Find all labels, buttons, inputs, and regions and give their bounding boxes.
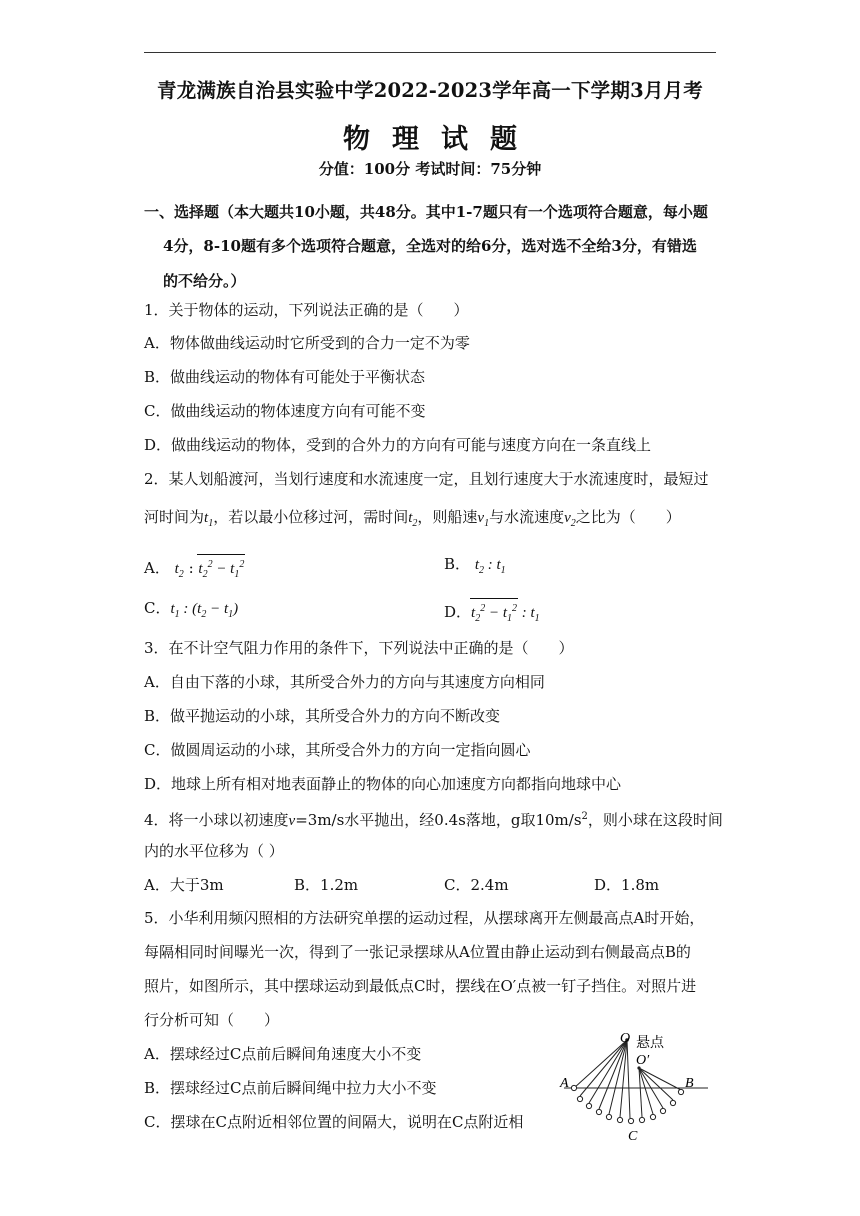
q2-option-c: C．$t_1$ : $(t_2 - t_1)$ (144, 599, 239, 620)
q5-stem-line-4: 行分析可知（ ） (144, 1011, 280, 1029)
q5-stem-line-1: 5．小华利用频闪照相的方法研究单摆的运动过程，从摆球离开左侧最高点A时开始， (144, 909, 705, 927)
label-a: A (560, 1076, 569, 1091)
q2-option-a: A． $t_2$ : $t_2^2 - t_1^2$ (144, 554, 245, 585)
label-b: B (685, 1076, 694, 1091)
bob-position (678, 1089, 683, 1094)
q4-stem-line-2: 内的水平位移为（ ） (144, 842, 284, 860)
string-line (620, 1040, 627, 1117)
label-o: O (620, 1031, 631, 1046)
q2-stem-line-1: 2．某人划船渡河，当划行速度和水流速度一定，且划行速度大于水流速度时，最短过 (144, 470, 709, 488)
q1-option-d: D．做曲线运动的物体，受到的合外力的方向有可能与速度方向在一条直线上 (144, 436, 652, 454)
q4-option-d: D．1.8m (594, 876, 660, 894)
q4-option-a: A．大于3m (144, 876, 224, 894)
bob-position (586, 1103, 591, 1108)
q1-option-c: C．做曲线运动的物体速度方向有可能不变 (144, 402, 426, 420)
q5-stem-line-2: 每隔相同时间曝光一次，得到了一张记录摆球从A位置由静止运动到右侧最高点B的 (144, 943, 691, 961)
q3-option-a: A．自由下落的小球，其所受合外力的方向与其速度方向相同 (144, 673, 545, 691)
q5-option-a: A．摆球经过C点前后瞬间角速度大小不变 (144, 1045, 422, 1063)
q5-option-c: C．摆球在C点附近相邻位置的间隔大，说明在C点附近相 (144, 1113, 524, 1131)
string-line (627, 1040, 630, 1118)
pendulum-figure (552, 1028, 712, 1160)
top-rule (144, 52, 716, 53)
label-o-prime: O′ (636, 1053, 650, 1068)
q1-option-b: B．做曲线运动的物体有可能处于平衡状态 (144, 368, 426, 386)
q2-option-d: D．$t_2^2 - t_1^2$ : $t_1$ (444, 598, 540, 629)
bob-position (571, 1085, 576, 1090)
q2-option-b: B． $t_2$ : $t_1$ (444, 555, 506, 576)
bob-position (628, 1118, 633, 1123)
bob-position (639, 1117, 644, 1122)
section-heading-line-1: 一、选择题（本大题共10小题，共48分。其中1-7题只有一个选项符合题意，每小题 (144, 203, 708, 221)
q3-option-b: B．做平抛运动的小球，其所受合外力的方向不断改变 (144, 707, 501, 725)
q4-stem-line-1: 4．将一小球以初速度v=3m/s水平抛出，经0.4s落地，g取$10m/s^2$，则小球在这段时间 (144, 811, 723, 829)
q4-option-c: C．2.4m (444, 876, 509, 894)
label-c: C (628, 1129, 638, 1144)
bob-position (617, 1117, 622, 1122)
bob-position (606, 1114, 611, 1119)
bob-position (660, 1108, 665, 1113)
q3-option-d: D．地球上所有相对地表面静止的物体的向心加速度方向都指向地球中心 (144, 775, 622, 793)
label-suspension: 悬点 (636, 1036, 664, 1051)
string-line (589, 1040, 627, 1103)
exam-meta: 分值：100分 考试时间：75分钟 (318, 160, 542, 178)
q1-stem: 1．关于物体的运动，下列说法正确的是（ ） (144, 301, 469, 319)
q3-stem: 3．在不计空气阻力作用的条件下，下列说法中正确的是（ ） (144, 639, 574, 657)
bob-position (577, 1096, 582, 1101)
q1-option-a: A．物体做曲线运动时它所受到的合力一定不为零 (144, 334, 470, 352)
q5-option-b: B．摆球经过C点前后瞬间绳中拉力大小不变 (144, 1079, 437, 1097)
section-heading-line-2: 4分，8-10题有多个选项符合题意，全选对的给6分，选对选不全给3分，有错选 (163, 237, 697, 255)
exam-title: 青龙满族自治县实验中学2022-2023学年高一下学期3月月考 (157, 79, 703, 102)
q5-stem-line-3: 照片，如图所示，其中摆球运动到最低点C时，摆线在O′点被一钉子挡住。对照片进 (144, 977, 697, 995)
q3-option-c: C．做圆周运动的小球，其所受合外力的方向一定指向圆心 (144, 741, 531, 759)
bob-position (670, 1100, 675, 1105)
bob-position (596, 1109, 601, 1114)
q4-option-b: B．1.2m (294, 876, 359, 894)
bob-position (650, 1114, 655, 1119)
section-heading-line-3: 的不给分。） (163, 272, 246, 290)
q2-stem-line-2: 河时间为$t_1$，若以最小位移过河，需时间$t_2$，则船速$v_1$与水流速度$v_2$之比为（ ） (144, 508, 681, 529)
string-line (574, 1040, 627, 1088)
subject-title: 物理试题 (343, 124, 539, 155)
